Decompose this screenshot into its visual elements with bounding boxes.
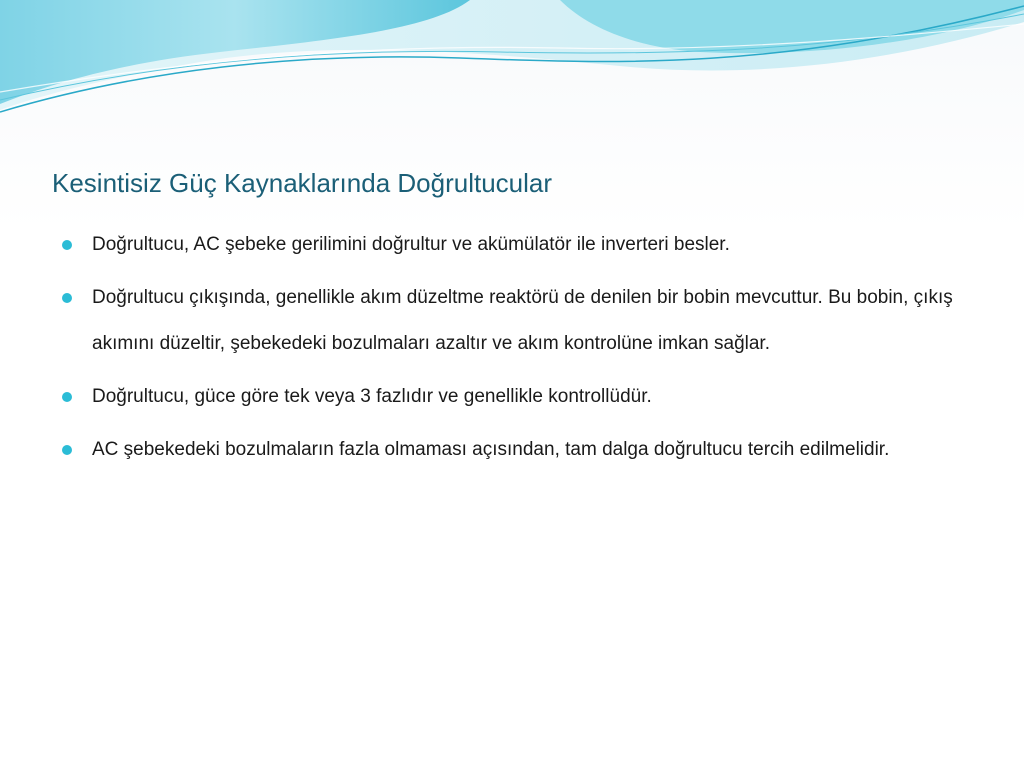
bullet-item — [60, 374, 960, 420]
bullet-text: Doğrultucu, güce göre tek veya 3 fazlıdır ve genellikle kontrollüdür. — [92, 386, 652, 407]
header-wave-decoration — [0, 0, 1024, 130]
bullet-dot-icon — [62, 445, 72, 455]
bullet-dot-icon — [62, 240, 72, 250]
bullet-text: Doğrultucu, AC şebeke gerilimini doğrultur ve akümülatör ile inverteri besler. — [92, 234, 730, 255]
bullet-list — [60, 222, 960, 480]
bullet-text: AC şebekedeki bozulmaların fazla olmaması açısından, tam dalga doğrultucu tercih edilmelidir. — [92, 439, 890, 460]
bullet-text: Doğrultucu çıkışında, genellikle akım düzeltme reaktörü de denilen bir bobin mevcuttur. Bu bobin, çıkış akımını düzeltir, şebekedeki bozulmaları azaltır ve akım kontrolüne imkan sağlar. — [92, 287, 953, 354]
bullet-item — [60, 427, 960, 473]
bullet-item — [60, 222, 960, 268]
slide-title: Kesintisiz Güç Kaynaklarında Doğrultucular — [52, 168, 553, 198]
bullet-dot-icon — [62, 392, 72, 402]
bullet-item — [60, 275, 960, 367]
bullet-dot-icon — [62, 293, 72, 303]
